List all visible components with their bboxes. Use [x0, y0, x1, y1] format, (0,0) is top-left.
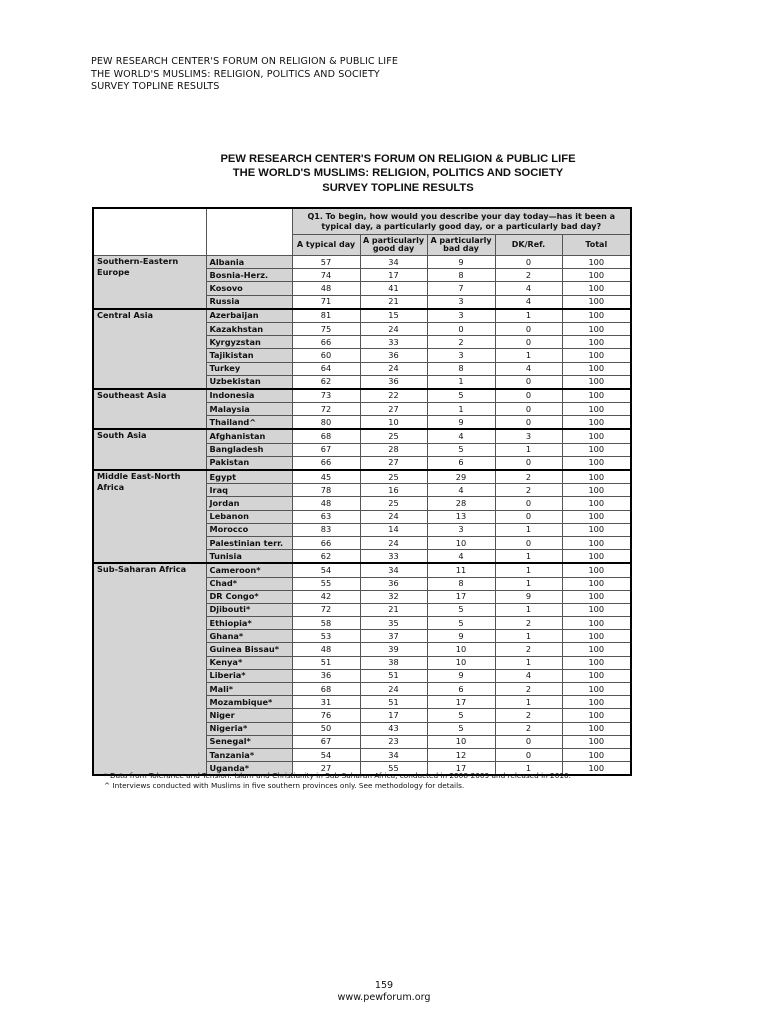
value-cell: 100	[562, 456, 631, 470]
value-cell: 100	[562, 643, 631, 656]
value-cell: 0	[427, 322, 495, 335]
value-cell: 34	[360, 563, 427, 577]
value-cell: 100	[562, 484, 631, 497]
value-cell: 17	[360, 269, 427, 282]
value-cell: 63	[292, 510, 360, 523]
value-cell: 1	[495, 523, 562, 536]
column-header: Total	[562, 235, 631, 256]
title-line-3: SURVEY TOPLINE RESULTS	[322, 181, 474, 194]
value-cell: 54	[292, 748, 360, 761]
value-cell: 9	[495, 590, 562, 603]
value-cell: 100	[562, 536, 631, 549]
value-cell: 1	[495, 656, 562, 669]
value-cell: 17	[427, 590, 495, 603]
value-cell: 1	[495, 696, 562, 709]
value-cell: 100	[562, 510, 631, 523]
value-cell: 1	[495, 309, 562, 323]
value-cell: 51	[292, 656, 360, 669]
country-cell: Thailand^	[206, 416, 292, 430]
value-cell: 55	[360, 762, 427, 776]
value-cell: 80	[292, 416, 360, 430]
value-cell: 6	[427, 683, 495, 696]
title-line-1: PEW RESEARCH CENTER'S FORUM ON RELIGION & PUBLIC LIFE	[220, 153, 576, 165]
country-cell: Tanzania*	[206, 748, 292, 761]
value-cell: 66	[292, 536, 360, 549]
value-cell: 2	[495, 470, 562, 484]
value-cell: 72	[292, 403, 360, 416]
country-cell: Albania	[206, 256, 292, 269]
value-cell: 5	[427, 722, 495, 735]
value-cell: 100	[562, 617, 631, 630]
value-cell: 64	[292, 362, 360, 375]
value-cell: 100	[562, 295, 631, 309]
value-cell: 100	[562, 349, 631, 362]
value-cell: 66	[292, 336, 360, 349]
country-cell: Bangladesh	[206, 443, 292, 456]
value-cell: 100	[562, 389, 631, 403]
column-header: A typical day	[292, 235, 360, 256]
table-row	[93, 429, 631, 443]
country-cell: Niger	[206, 709, 292, 722]
country-cell: Iraq	[206, 484, 292, 497]
value-cell: 35	[360, 617, 427, 630]
country-cell: Ghana*	[206, 630, 292, 643]
value-cell: 71	[292, 295, 360, 309]
value-cell: 0	[495, 322, 562, 335]
value-cell: 10	[427, 656, 495, 669]
value-cell: 1	[427, 375, 495, 389]
value-cell: 100	[562, 375, 631, 389]
column-header: A particularly good day	[360, 235, 427, 256]
value-cell: 1	[495, 563, 562, 577]
value-cell: 1	[495, 349, 562, 362]
value-cell: 55	[292, 577, 360, 590]
value-cell: 37	[360, 630, 427, 643]
value-cell: 100	[562, 577, 631, 590]
value-cell: 72	[292, 603, 360, 616]
header-line-1: PEW RESEARCH CENTER'S FORUM ON RELIGION & PUBLIC LIFE	[91, 56, 398, 67]
value-cell: 21	[360, 295, 427, 309]
value-cell: 78	[292, 484, 360, 497]
page-footer	[0, 980, 768, 1004]
value-cell: 2	[495, 709, 562, 722]
country-cell: Kosovo	[206, 282, 292, 295]
value-cell: 68	[292, 683, 360, 696]
value-cell: 0	[495, 497, 562, 510]
value-cell: 36	[292, 669, 360, 682]
value-cell: 33	[360, 336, 427, 349]
value-cell: 2	[495, 722, 562, 735]
region-cell: Central Asia	[93, 309, 206, 389]
country-cell: Russia	[206, 295, 292, 309]
blank-corner-cell	[93, 208, 206, 256]
value-cell: 24	[360, 536, 427, 549]
value-cell: 3	[427, 349, 495, 362]
value-cell: 100	[562, 497, 631, 510]
value-cell: 6	[427, 456, 495, 470]
table-body	[93, 256, 631, 776]
value-cell: 3	[427, 523, 495, 536]
value-cell: 17	[360, 709, 427, 722]
country-cell: Senegal*	[206, 735, 292, 748]
country-cell: Bosnia-Herz.	[206, 269, 292, 282]
value-cell: 25	[360, 497, 427, 510]
value-cell: 32	[360, 590, 427, 603]
value-cell: 9	[427, 669, 495, 682]
value-cell: 8	[427, 362, 495, 375]
header-line-2: THE WORLD'S MUSLIMS: RELIGION, POLITICS AND SOCIETY	[91, 68, 380, 80]
topline-table	[92, 207, 632, 776]
country-cell: Afghanistan	[206, 429, 292, 443]
value-cell: 1	[495, 603, 562, 616]
region-cell: Sub-Saharan Africa	[93, 563, 206, 775]
country-cell: Lebanon	[206, 510, 292, 523]
value-cell: 73	[292, 389, 360, 403]
question-text: Q1. To begin, how would you describe your day today—has it been a typical day, a particularly good day, or a particularly bad day?	[292, 208, 631, 235]
value-cell: 0	[495, 748, 562, 761]
value-cell: 100	[562, 550, 631, 564]
value-cell: 51	[360, 669, 427, 682]
region-cell: South Asia	[93, 429, 206, 470]
value-cell: 0	[495, 735, 562, 748]
value-cell: 17	[427, 762, 495, 776]
value-cell: 100	[562, 709, 631, 722]
country-cell: Liberia*	[206, 669, 292, 682]
value-cell: 100	[562, 336, 631, 349]
value-cell: 2	[495, 617, 562, 630]
value-cell: 2	[495, 484, 562, 497]
table-row	[93, 309, 631, 323]
value-cell: 5	[427, 709, 495, 722]
value-cell: 4	[427, 484, 495, 497]
column-header: DK/Ref.	[495, 235, 562, 256]
value-cell: 41	[360, 282, 427, 295]
value-cell: 100	[562, 256, 631, 269]
value-cell: 34	[360, 256, 427, 269]
value-cell: 42	[292, 590, 360, 603]
region-cell: Southeast Asia	[93, 389, 206, 430]
value-cell: 66	[292, 456, 360, 470]
value-cell: 50	[292, 722, 360, 735]
value-cell: 36	[360, 577, 427, 590]
document-title	[160, 152, 636, 195]
value-cell: 3	[427, 309, 495, 323]
value-cell: 100	[562, 362, 631, 375]
country-cell: DR Congo*	[206, 590, 292, 603]
value-cell: 14	[360, 523, 427, 536]
value-cell: 8	[427, 577, 495, 590]
value-cell: 1	[495, 762, 562, 776]
value-cell: 8	[427, 269, 495, 282]
value-cell: 62	[292, 550, 360, 564]
value-cell: 48	[292, 643, 360, 656]
country-cell: Guinea Bissau*	[206, 643, 292, 656]
value-cell: 100	[562, 563, 631, 577]
value-cell: 100	[562, 656, 631, 669]
value-cell: 60	[292, 349, 360, 362]
value-cell: 27	[360, 456, 427, 470]
value-cell: 0	[495, 416, 562, 430]
value-cell: 100	[562, 429, 631, 443]
value-cell: 0	[495, 389, 562, 403]
table-row	[93, 256, 631, 269]
value-cell: 13	[427, 510, 495, 523]
country-cell: Djibouti*	[206, 603, 292, 616]
value-cell: 0	[495, 510, 562, 523]
country-cell: Indonesia	[206, 389, 292, 403]
footnote: ^ Interviews conducted with Muslims in five southern provinces only. See methodology for details.	[104, 780, 465, 790]
value-cell: 4	[427, 429, 495, 443]
value-cell: 2	[495, 643, 562, 656]
value-cell: 4	[495, 362, 562, 375]
value-cell: 75	[292, 322, 360, 335]
value-cell: 100	[562, 403, 631, 416]
value-cell: 36	[360, 349, 427, 362]
country-cell: Palestinian terr.	[206, 536, 292, 549]
value-cell: 24	[360, 322, 427, 335]
value-cell: 10	[427, 735, 495, 748]
region-cell: Middle East-North Africa	[93, 470, 206, 563]
country-cell: Uganda*	[206, 762, 292, 776]
country-cell: Kazakhstan	[206, 322, 292, 335]
value-cell: 74	[292, 269, 360, 282]
value-cell: 24	[360, 510, 427, 523]
value-cell: 100	[562, 722, 631, 735]
column-header: A particularly bad day	[427, 235, 495, 256]
table-row	[93, 470, 631, 484]
value-cell: 4	[427, 550, 495, 564]
value-cell: 100	[562, 322, 631, 335]
value-cell: 43	[360, 722, 427, 735]
country-cell: Nigeria*	[206, 722, 292, 735]
country-cell: Kenya*	[206, 656, 292, 669]
value-cell: 45	[292, 470, 360, 484]
value-cell: 2	[495, 269, 562, 282]
value-cell: 0	[495, 536, 562, 549]
value-cell: 4	[495, 295, 562, 309]
value-cell: 67	[292, 443, 360, 456]
value-cell: 100	[562, 590, 631, 603]
value-cell: 5	[427, 617, 495, 630]
value-cell: 25	[360, 470, 427, 484]
country-cell: Tunisia	[206, 550, 292, 564]
value-cell: 21	[360, 603, 427, 616]
value-cell: 5	[427, 443, 495, 456]
value-cell: 100	[562, 735, 631, 748]
running-header	[91, 56, 398, 94]
footnote: * Data from Tolerance and Tension: Islam and Christianity in Sub-Saharan Africa, conducted in 2008-2009 and released in 2010.	[104, 771, 571, 780]
country-cell: Cameroon*	[206, 563, 292, 577]
value-cell: 62	[292, 375, 360, 389]
value-cell: 10	[427, 536, 495, 549]
value-cell: 28	[360, 443, 427, 456]
question-row	[93, 208, 631, 235]
country-cell: Morocco	[206, 523, 292, 536]
value-cell: 5	[427, 389, 495, 403]
value-cell: 83	[292, 523, 360, 536]
value-cell: 33	[360, 550, 427, 564]
value-cell: 11	[427, 563, 495, 577]
value-cell: 29	[427, 470, 495, 484]
country-cell: Kyrgyzstan	[206, 336, 292, 349]
page-number: 159	[374, 980, 394, 991]
value-cell: 16	[360, 484, 427, 497]
region-cell: Southern-Eastern Europe	[93, 256, 206, 309]
country-cell: Malaysia	[206, 403, 292, 416]
value-cell: 23	[360, 735, 427, 748]
value-cell: 100	[562, 603, 631, 616]
value-cell: 0	[495, 403, 562, 416]
value-cell: 100	[562, 748, 631, 761]
value-cell: 68	[292, 429, 360, 443]
value-cell: 81	[292, 309, 360, 323]
country-cell: Ethiopia*	[206, 617, 292, 630]
country-cell: Turkey	[206, 362, 292, 375]
value-cell: 100	[562, 309, 631, 323]
country-cell: Jordan	[206, 497, 292, 510]
country-cell: Tajikistan	[206, 349, 292, 362]
value-cell: 3	[495, 429, 562, 443]
value-cell: 67	[292, 735, 360, 748]
value-cell: 100	[562, 696, 631, 709]
value-cell: 1	[495, 550, 562, 564]
value-cell: 28	[427, 497, 495, 510]
country-cell: Uzbekistan	[206, 375, 292, 389]
value-cell: 24	[360, 362, 427, 375]
value-cell: 100	[562, 683, 631, 696]
value-cell: 22	[360, 389, 427, 403]
value-cell: 48	[292, 497, 360, 510]
value-cell: 27	[360, 403, 427, 416]
value-cell: 4	[495, 282, 562, 295]
value-cell: 24	[360, 683, 427, 696]
value-cell: 5	[427, 603, 495, 616]
value-cell: 0	[495, 256, 562, 269]
value-cell: 39	[360, 643, 427, 656]
value-cell: 1	[495, 577, 562, 590]
value-cell: 38	[360, 656, 427, 669]
value-cell: 0	[495, 375, 562, 389]
value-cell: 57	[292, 256, 360, 269]
value-cell: 36	[360, 375, 427, 389]
value-cell: 1	[495, 630, 562, 643]
value-cell: 31	[292, 696, 360, 709]
value-cell: 1	[495, 443, 562, 456]
value-cell: 100	[562, 470, 631, 484]
value-cell: 1	[427, 403, 495, 416]
value-cell: 7	[427, 282, 495, 295]
value-cell: 100	[562, 523, 631, 536]
value-cell: 9	[427, 256, 495, 269]
value-cell: 100	[562, 416, 631, 430]
value-cell: 12	[427, 748, 495, 761]
value-cell: 4	[495, 669, 562, 682]
value-cell: 100	[562, 762, 631, 776]
value-cell: 3	[427, 295, 495, 309]
value-cell: 48	[292, 282, 360, 295]
country-cell: Egypt	[206, 470, 292, 484]
blank-corner-cell	[206, 208, 292, 256]
value-cell: 9	[427, 630, 495, 643]
footnotes	[104, 771, 571, 790]
country-cell: Pakistan	[206, 456, 292, 470]
value-cell: 10	[360, 416, 427, 430]
value-cell: 51	[360, 696, 427, 709]
country-cell: Azerbaijan	[206, 309, 292, 323]
footer-url: www.pewforum.org	[337, 992, 431, 1003]
value-cell: 100	[562, 630, 631, 643]
value-cell: 17	[427, 696, 495, 709]
country-cell: Chad*	[206, 577, 292, 590]
country-cell: Mozambique*	[206, 696, 292, 709]
header-line-3: SURVEY TOPLINE RESULTS	[91, 81, 220, 92]
value-cell: 54	[292, 563, 360, 577]
value-cell: 9	[427, 416, 495, 430]
table-row	[93, 389, 631, 403]
value-cell: 34	[360, 748, 427, 761]
value-cell: 15	[360, 309, 427, 323]
value-cell: 25	[360, 429, 427, 443]
value-cell: 10	[427, 643, 495, 656]
value-cell: 0	[495, 456, 562, 470]
country-cell: Mali*	[206, 683, 292, 696]
title-line-2: THE WORLD'S MUSLIMS: RELIGION, POLITICS AND SOCIETY	[232, 167, 564, 180]
value-cell: 100	[562, 669, 631, 682]
value-cell: 0	[495, 336, 562, 349]
value-cell: 100	[562, 282, 631, 295]
value-cell: 27	[292, 762, 360, 776]
value-cell: 58	[292, 617, 360, 630]
value-cell: 100	[562, 443, 631, 456]
value-cell: 2	[427, 336, 495, 349]
table-row	[93, 563, 631, 577]
value-cell: 53	[292, 630, 360, 643]
value-cell: 100	[562, 269, 631, 282]
value-cell: 2	[495, 683, 562, 696]
value-cell: 76	[292, 709, 360, 722]
